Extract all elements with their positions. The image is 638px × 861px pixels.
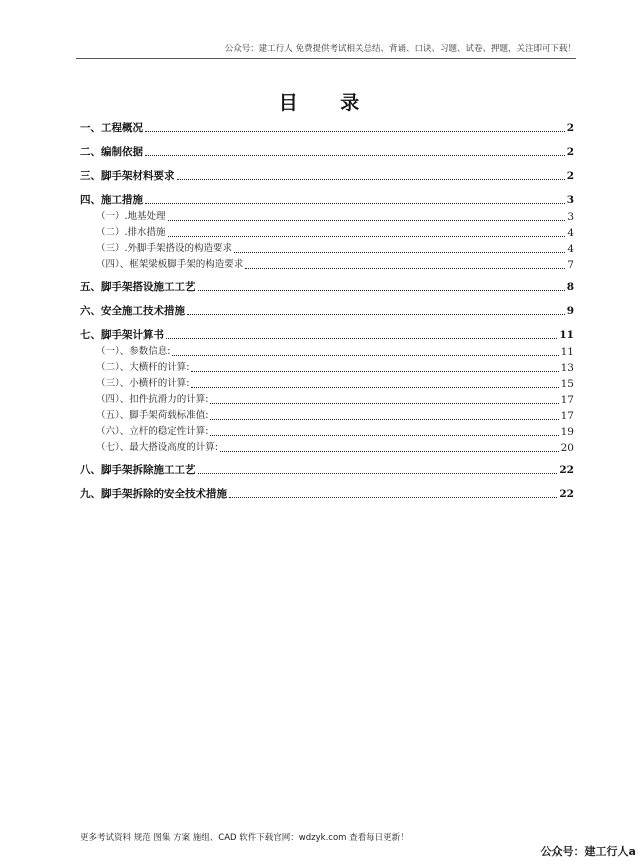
toc-entry-label: 三、脚手架材料要求 <box>80 170 175 182</box>
toc-entry-label: （六）、立杆的稳定性计算: <box>96 426 209 437</box>
toc-entry-label: （四）、扣件抗滑力的计算: <box>96 394 209 405</box>
toc-entry-page: 3 <box>566 194 574 206</box>
toc-entry-page: 19 <box>560 426 574 438</box>
toc-entry-label: （一）.地基处理 <box>96 211 166 222</box>
toc-entry[interactable] <box>80 170 574 182</box>
toc-entry[interactable] <box>80 146 574 158</box>
toc-entry-label: 四、施工措施 <box>80 194 143 206</box>
toc-entry[interactable] <box>80 259 574 271</box>
toc-entry-label: （二）、大横杆的计算: <box>96 362 190 373</box>
toc-entry[interactable] <box>80 426 574 438</box>
toc-entry-label: 八、脚手架拆除施工工艺 <box>80 464 196 476</box>
toc-entry-label: （二）.排水措施 <box>96 227 166 238</box>
page-title: 目 录 <box>278 92 378 114</box>
toc-entry-label: 七、脚手架计算书 <box>80 329 164 341</box>
watermark: 公众号：建工行人a <box>540 845 636 858</box>
toc-entry-page: 3 <box>567 211 574 223</box>
toc-entry-page: 4 <box>567 227 574 239</box>
toc-leader-dots <box>168 220 566 221</box>
toc-entry[interactable] <box>80 346 574 358</box>
toc-entry[interactable] <box>80 194 574 206</box>
toc-leader-dots <box>187 314 565 315</box>
toc-entry-page: 22 <box>559 464 574 476</box>
page-header: 公众号：建工行人 免费提供考试相关总结、背诵、口诀、习题、试卷、押题，关注即可下载！ <box>224 44 576 54</box>
toc-leader-dots <box>220 451 559 452</box>
toc-entry-page: 9 <box>566 305 574 317</box>
toc-entry-label: 六、安全施工技术措施 <box>80 305 185 317</box>
toc-leader-dots <box>145 131 565 132</box>
toc-entry-page: 13 <box>560 362 574 374</box>
header-divider <box>76 58 576 59</box>
toc-entry[interactable] <box>80 394 574 406</box>
toc-entry[interactable] <box>80 329 574 341</box>
page-footer: 更多考试资料 规范 图集 方案 施组、CAD 软件下载官网：wdzyk.com 查看每日更新！ <box>80 833 409 843</box>
toc-entry-page: 8 <box>566 281 574 293</box>
toc-leader-dots <box>177 179 565 180</box>
toc-entry-label: 二、编制依据 <box>80 146 143 158</box>
toc-entry[interactable] <box>80 305 574 317</box>
toc-leader-dots <box>145 155 565 156</box>
toc-leader-dots <box>191 371 558 372</box>
toc-entry-page: 15 <box>560 378 574 390</box>
toc-entry[interactable] <box>80 378 574 390</box>
toc-entry-page: 4 <box>567 243 574 255</box>
toc-entry-label: 一、工程概况 <box>80 122 143 134</box>
toc-entry[interactable] <box>80 281 574 293</box>
toc-entry-page: 22 <box>559 488 574 500</box>
toc-leader-dots <box>210 419 558 420</box>
toc-leader-dots <box>234 252 565 253</box>
toc-entry-page: 11 <box>559 329 574 341</box>
toc-entry[interactable] <box>80 362 574 374</box>
toc-leader-dots <box>166 338 557 339</box>
toc-entry-label: （三）.外脚手架搭设的构造要求 <box>96 243 233 254</box>
toc-entry[interactable] <box>80 211 574 223</box>
toc-entry-page: 2 <box>566 146 574 158</box>
toc-entry-page: 17 <box>560 410 574 422</box>
toc-entry-page: 2 <box>566 170 574 182</box>
toc-entry[interactable] <box>80 227 574 239</box>
toc-leader-dots <box>172 355 558 356</box>
toc-leader-dots <box>191 387 558 388</box>
toc-entry[interactable] <box>80 410 574 422</box>
toc-leader-dots <box>245 268 565 269</box>
toc-entry-page: 20 <box>560 442 574 454</box>
toc-leader-dots <box>229 497 557 498</box>
toc-entry[interactable] <box>80 488 574 500</box>
toc-entry-label: （四）、框架梁板脚手架的构造要求 <box>96 259 244 270</box>
toc-entry[interactable] <box>80 122 574 134</box>
toc-entry[interactable] <box>80 243 574 255</box>
toc-leader-dots <box>168 236 566 237</box>
toc-entry-page: 17 <box>560 394 574 406</box>
toc-leader-dots <box>198 290 565 291</box>
toc-leader-dots <box>198 473 558 474</box>
toc-leader-dots <box>210 435 558 436</box>
toc-entry-page: 11 <box>560 346 574 358</box>
toc-entry-label: （一）、参数信息: <box>96 346 171 357</box>
toc-entry[interactable] <box>80 464 574 476</box>
toc-entry[interactable] <box>80 442 574 454</box>
toc-entry-label: 九、脚手架拆除的安全技术措施 <box>80 488 227 500</box>
toc-entry-label: 五、脚手架搭设施工工艺 <box>80 281 196 293</box>
toc-entry-label: （七）、最大搭设高度的计算: <box>96 442 218 453</box>
toc-entry-page: 7 <box>567 259 574 271</box>
toc-entry-label: （五）、脚手架荷载标准值: <box>96 410 209 421</box>
toc-entry-label: （三）、小横杆的计算: <box>96 378 190 389</box>
toc-entry-page: 2 <box>566 122 574 134</box>
toc-leader-dots <box>145 203 565 204</box>
toc-leader-dots <box>210 403 558 404</box>
table-of-contents <box>80 122 574 500</box>
